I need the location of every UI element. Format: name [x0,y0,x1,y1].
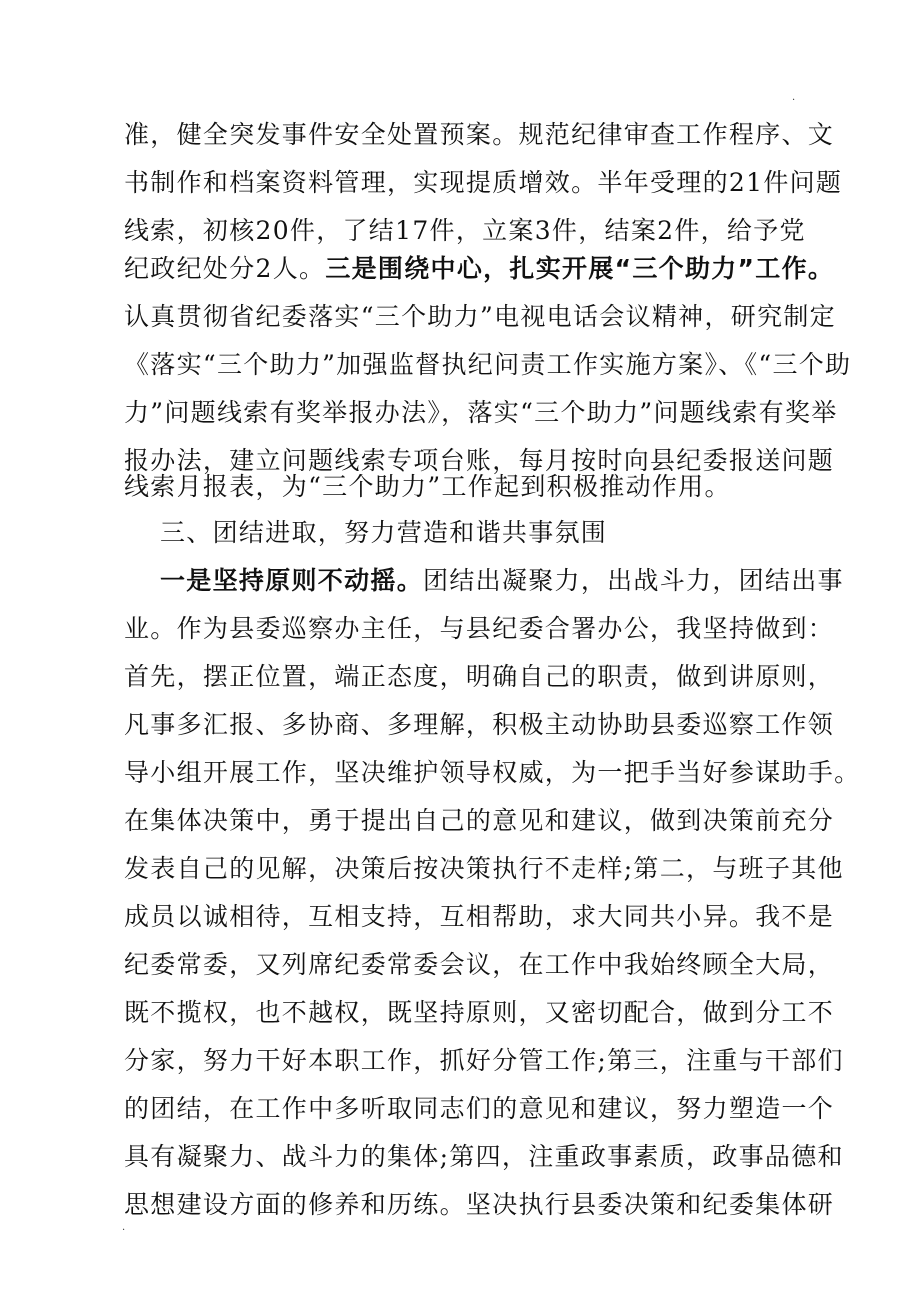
body-text-line [124,1133,844,1181]
body-text-line [124,341,852,389]
body-text-line [124,159,843,207]
text-segment: 凡事多汇报、多协商、多理解，积极主动协助县委巡察工作领 [124,710,835,739]
text-segment: 在集体决策中，勇于提出自己的意见和建议，做到决策前充分 [124,806,835,835]
body-text-line [124,1085,835,1133]
body-text-line [124,653,835,701]
page-bottom-mark: . [122,1222,126,1233]
text-segment: 既不揽权，也不越权，既坚持原则，又密切配合，做到分工不 [124,998,835,1027]
body-text-line [160,557,844,605]
section-heading [160,509,804,557]
body-text-line [124,749,861,797]
body-text-line [124,1181,835,1229]
bold-run-heading: 三是围绕中心，扎实开展“三个助力”工作。 [325,254,835,283]
text-segment: 分家，努力干好本职工作，抓好分管工作;第三，注重与干部们 [124,1046,844,1075]
text-segment: 团结出凝聚力，出战斗力，团结出事 [423,566,844,595]
body-text-line [124,893,835,941]
text-segment: 发表自己的见解，决策后按决策执行不走样;第二，与班子其他 [124,854,844,883]
text-segment: 的团结，在工作中多听取同志们的意见和建议，努力塑造一个 [124,1094,835,1123]
text-segment: 线索，初核20件，了结17件，立案3件，结案2件，给予党 [124,216,806,245]
text-segment: 报办法，建立问题线索专项台账，每月按时向县纪委报送问题 [124,446,835,475]
text-segment: 认真贯彻省纪委落实“三个助力”电视电话会议精神，研究制定 [124,302,836,331]
text-segment: 纪委常委，又列席纪委常委会议，在工作中我始终顾全大局， [124,950,835,979]
body-text-line [124,845,844,893]
body-text-line [124,463,804,511]
text-segment: 成员以诚相待，互相支持，互相帮助，求大同共小异。我不是 [124,902,835,931]
body-text-line [124,797,835,845]
bold-run-heading: 一是坚持原则不动摇。 [160,566,424,595]
text-segment: 力”问题线索有奖举报办法》，落实“三个助力”问题线索有奖举 [124,398,838,427]
body-text-line [124,245,835,293]
text-segment: 具有凝聚力、战斗力的集体;第四，注重政事素质，政事品德和 [124,1142,844,1171]
text-segment: 业。作为县委巡察办主任，与县纪委合署办公，我坚持做到： [124,614,835,643]
text-segment: 纪政纪处分2人。 [124,254,326,283]
text-segment: 思想建设方面的修养和历练。坚决执行县委决策和纪委集体研 [124,1190,835,1219]
text-segment: 线索月报表，为“三个助力”工作起到积极推动作用。 [124,472,731,501]
body-text-line [124,293,836,341]
body-text-line [124,111,835,159]
text-segment: 首先，摆正位置，端正态度，明确自己的职责，做到讲原则， [124,662,835,691]
body-text-line [124,941,835,989]
text-segment: 《落实“三个助力”加强监督执纪问责工作实施方案》、《“三个助 [124,350,852,379]
body-text-line [124,1037,844,1085]
text-segment: 书制作和档案资料管理，实现提质增效。半年受理的21件问题 [124,168,843,197]
text-segment: 导小组开展工作，坚决维护领导权威，为一把手当好参谋助手。 [124,758,861,787]
body-text-line [124,989,835,1037]
text-segment: 准，健全突发事件安全处置预案。规范纪律审查工作程序、文 [124,120,835,149]
page-top-mark: . [792,92,796,103]
body-text-line [124,605,835,653]
section-heading-text: 三、团结进取，努力营造和谐共事氛围 [160,518,608,547]
body-text-line [124,389,838,437]
body-text-line [124,701,835,749]
